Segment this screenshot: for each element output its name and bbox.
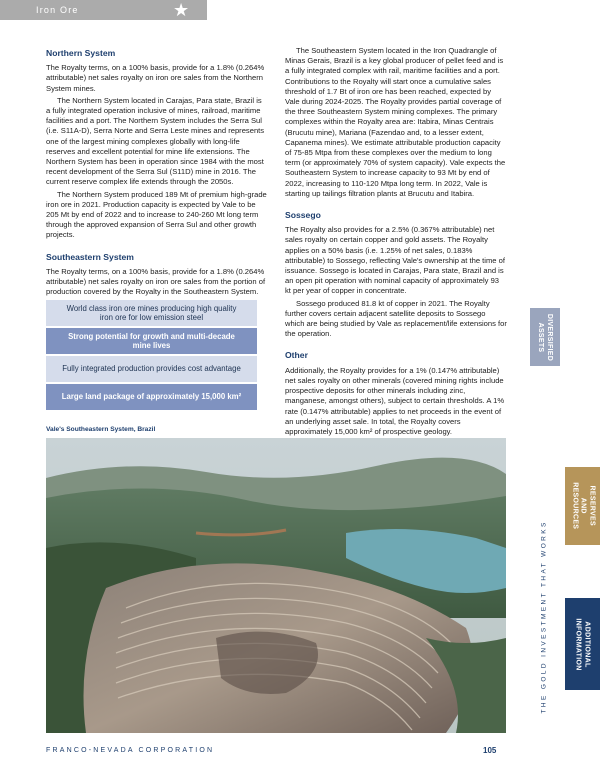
highlight-box: Strong potential for growth and multi-decade mine lives: [46, 328, 257, 354]
northern-paragraph-3: The Northern System produced 189 Mt of premium high-grade iron ore in 2021. Production capacity is expected by Vale to be 205 Mt by end of 2022 and to increase to 240-260 Mt long term through the approved expansion of Serra Sul and other growth projects.: [46, 189, 267, 240]
left-column: [46, 48, 268, 299]
page-number: 105: [483, 746, 497, 755]
southeastern-system-heading: Southeastern System: [46, 251, 134, 262]
northern-paragraph-2: The Northern System located in Carajas, Para state, Brazil is a fully integrated operation inclusive of mines, railroad, maritime facilities and a port. The Northern System includes the Serra Sul (i.e. S11A-D), Serra Norte and Serra Leste mines and represents one of the largest mining complexes globally with long-life reserves and excellent potential for mine life extensions. The Northern System has been in operation since 1984 with the most recent development of the Serra Sul (S11D) mine in 2016. The current reserve complex life extends through the 2050s.: [46, 95, 265, 187]
highlight-box: Fully integrated production provides cost advantage: [46, 356, 257, 382]
tab-diversified-assets[interactable]: DIVERSIFIED ASSETS: [530, 308, 560, 366]
other-paragraph-1: Additionally, the Royalty provides for a 1% (0.147% attributable) net sales royalty on other minerals (covered mining rights include prospective deposits for other minerals including zinc, manganese, amongst others), subject to certain thresholds. A 1% rate (0.147% attributable) applies to net proceeds in the event of an underlying asset sale. In total, the Royalty covers approximately 15,000 km² of prospective geology.: [285, 365, 505, 436]
section-title: Iron Ore: [36, 5, 79, 15]
footer-company: FRANCO-NEVADA CORPORATION: [46, 747, 215, 754]
tab-additional-information[interactable]: ADDITIONAL INFORMATION: [565, 598, 600, 690]
other-heading: Other: [285, 350, 308, 361]
southeastern-paragraph-1: The Royalty terms, on a 100% basis, provide for a 1.8% (0.264% attributable) net sales royalty on iron ore sales from the portion of production covered by the Royalty in the Southeastern System.: [46, 266, 266, 297]
highlight-box: World class iron ore mines producing high quality iron ore for low emission steel: [46, 300, 257, 326]
right-column: [285, 46, 507, 439]
northern-system-heading: Northern System: [46, 48, 116, 58]
sossego-paragraph-1: The Royalty also provides for a 2.5% (0.367% attributable) net sales royalty on certain copper and gold assets. The Royalty applies on a 50% basis (i.e. 1.25% of net sales, 0.183% attributable) to Sossego, reflecting Vale's ownership at the time of issuance. Sossego is located in Carajas, Para state, Brazil and is an open pit operation with nominal capacity of approximately 93 kt per year of copper in concentrate.: [285, 225, 505, 296]
highlight-box: Large land package of approximately 15,000 km²: [46, 384, 257, 410]
tab-reserves-and-resources[interactable]: RESERVES AND RESOURCES: [565, 467, 600, 545]
sossego-heading: Sossego: [285, 210, 321, 221]
photo-caption: Vale's Southeastern System, Brazil: [46, 426, 156, 433]
tagline: THE GOLD INVESTMENT THAT WORKS: [540, 520, 548, 714]
mine-aerial-photo: [46, 438, 506, 733]
sossego-paragraph-2: Sossego produced 81.8 kt of copper in 2021. The Royalty further covers certain adjacent satellite deposits to Sossego which are being studied by Vale as replacement/life extensions for the operation.: [285, 298, 507, 339]
southeastern-paragraph-2: The Southeastern System located in the Iron Quadrangle of Minas Gerais, Brazil is a key global producer of pellet feed and is a fully integrated complex with rail, maritime facilities and a port. Contributions to the Royalty will start once a cumulative sales threshold of 1.7 Bt of iron ore has been reached, expected by Vale during 2024-2025. The Royalty provides partial coverage of the three Southeastern System mining complexes. The primary complexes within the Royalty area are: Itabira, Minas Centrais (Brucutu mine), Mariana (Fazendao and, to a lesser extent, Capanema mines). We estimate attributable production capacity of 75-85 Mtpa from these complexes over the medium to long term (or approximately 70% of system capacity). Vale expects the Southeastern System to increase capacity to 93 Mt by end of 2022, increasing to 110-120 Mtpa long term. In 2022, Vale is starting up tailings filtration plants at Brucutu and Itabira.: [285, 46, 506, 198]
star-icon: ★: [173, 0, 190, 20]
northern-paragraph-1: The Royalty terms, on a 100% basis, provide for a 1.8% (0.264% attributable) net sales royalty on iron ore sales from the Northern System mines.: [46, 63, 265, 93]
highlight-boxes: [46, 300, 257, 412]
